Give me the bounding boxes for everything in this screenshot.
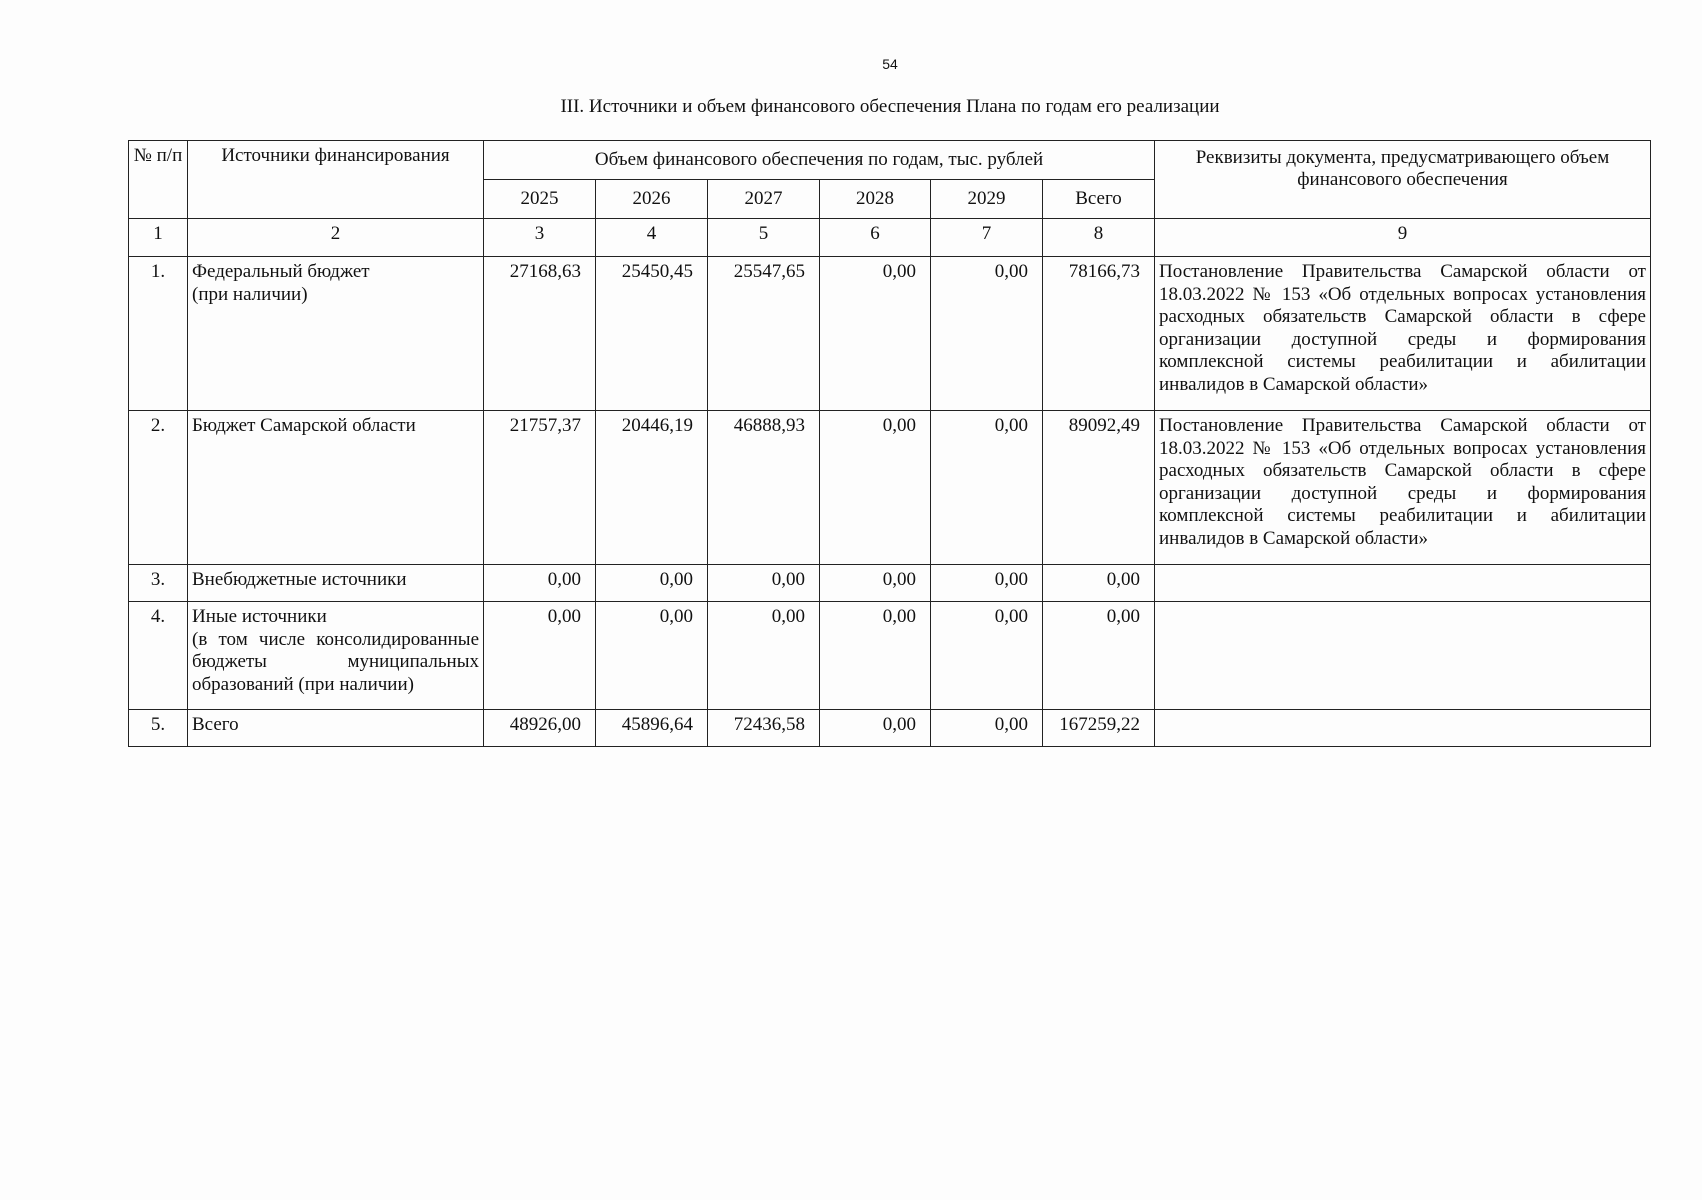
value-2026: 25450,45 [596, 257, 708, 411]
table-row [129, 602, 1651, 710]
column-number: 1 [129, 219, 188, 257]
document-text: Постановление Правительства Самарской области от 18.03.2022 № 153 «Об отдельных вопросах установления расходных обязательств Самарской области в сфере организации доступной среды и формирования комплексной системы реабилитации и абилитации инвалидов в Самарской области» [1159, 415, 1646, 549]
source-line: Иные источники [192, 606, 327, 627]
header-row [129, 141, 1651, 180]
value-2027: 25547,65 [708, 257, 820, 411]
value-2026: 0,00 [596, 602, 708, 710]
source-line: Федеральный бюджет [192, 261, 370, 282]
page-number: 54 [882, 56, 898, 72]
row-document [1155, 602, 1651, 710]
value-total: 78166,73 [1043, 257, 1155, 411]
value-2027: 0,00 [708, 602, 820, 710]
value-2029: 0,00 [931, 257, 1043, 411]
row-source [188, 602, 484, 710]
value-2028: 0,00 [820, 602, 931, 710]
section-title: III. Источники и объем финансового обеспечения Плана по годам его реализации [560, 96, 1220, 117]
row-source [188, 411, 484, 565]
table-row [129, 565, 1651, 602]
column-number: 4 [596, 219, 708, 257]
value-2029: 0,00 [931, 710, 1043, 747]
financing-table [128, 140, 1651, 747]
column-number: 8 [1043, 219, 1155, 257]
header-year: 2029 [931, 180, 1043, 219]
header-requisites: Реквизиты документа, предусматривающего объем финансового обеспечения [1155, 141, 1651, 219]
row-document [1155, 710, 1651, 747]
source-line: Бюджет Самарской области [192, 415, 416, 436]
column-number: 6 [820, 219, 931, 257]
row-num: 1. [129, 257, 188, 411]
header-year: 2027 [708, 180, 820, 219]
table-row [129, 710, 1651, 747]
value-2028: 0,00 [820, 257, 931, 411]
value-2025: 48926,00 [484, 710, 596, 747]
value-2026: 20446,19 [596, 411, 708, 565]
row-document [1155, 257, 1651, 411]
column-number: 3 [484, 219, 596, 257]
source-line: Всего [192, 714, 239, 735]
column-number: 2 [188, 219, 484, 257]
source-line: Внебюджетные источники [192, 569, 407, 590]
table-row [129, 257, 1651, 411]
row-source [188, 710, 484, 747]
value-2028: 0,00 [820, 411, 931, 565]
row-document [1155, 565, 1651, 602]
value-2025: 21757,37 [484, 411, 596, 565]
value-total: 167259,22 [1043, 710, 1155, 747]
value-2029: 0,00 [931, 411, 1043, 565]
table-row [129, 411, 1651, 565]
header-year: 2028 [820, 180, 931, 219]
source-line: (при наличии) [192, 283, 308, 305]
row-num: 2. [129, 411, 188, 565]
document-text: Постановление Правительства Самарской области от 18.03.2022 № 153 «Об отдельных вопросах установления расходных обязательств Самарской области в сфере организации доступной среды и формирования комплексной системы реабилитации и абилитации инвалидов в Самарской области» [1159, 261, 1646, 395]
value-2029: 0,00 [931, 602, 1043, 710]
value-2027: 72436,58 [708, 710, 820, 747]
column-number: 9 [1155, 219, 1651, 257]
value-2028: 0,00 [820, 710, 931, 747]
row-source [188, 565, 484, 602]
value-2025: 27168,63 [484, 257, 596, 411]
value-2029: 0,00 [931, 565, 1043, 602]
value-2027: 0,00 [708, 565, 820, 602]
value-total: 0,00 [1043, 565, 1155, 602]
header-year: 2025 [484, 180, 596, 219]
value-total: 89092,49 [1043, 411, 1155, 565]
row-document [1155, 411, 1651, 565]
header-source: Источники финансирования [188, 141, 484, 219]
source-line: (в том числе консолидированные бюджеты муниципальных образований (при наличии) [192, 628, 479, 695]
row-num: 4. [129, 602, 188, 710]
row-num: 5. [129, 710, 188, 747]
row-source [188, 257, 484, 411]
header-num: № п/п [129, 141, 188, 219]
value-2026: 45896,64 [596, 710, 708, 747]
row-num: 3. [129, 565, 188, 602]
value-total: 0,00 [1043, 602, 1155, 710]
header-volume: Объем финансового обеспечения по годам, тыс. рублей [484, 141, 1155, 180]
value-2026: 0,00 [596, 565, 708, 602]
column-number: 7 [931, 219, 1043, 257]
value-2027: 46888,93 [708, 411, 820, 565]
column-number: 5 [708, 219, 820, 257]
value-2028: 0,00 [820, 565, 931, 602]
header-total: Всего [1043, 180, 1155, 219]
value-2025: 0,00 [484, 602, 596, 710]
header-year: 2026 [596, 180, 708, 219]
column-numbers-row [129, 219, 1651, 257]
value-2025: 0,00 [484, 565, 596, 602]
